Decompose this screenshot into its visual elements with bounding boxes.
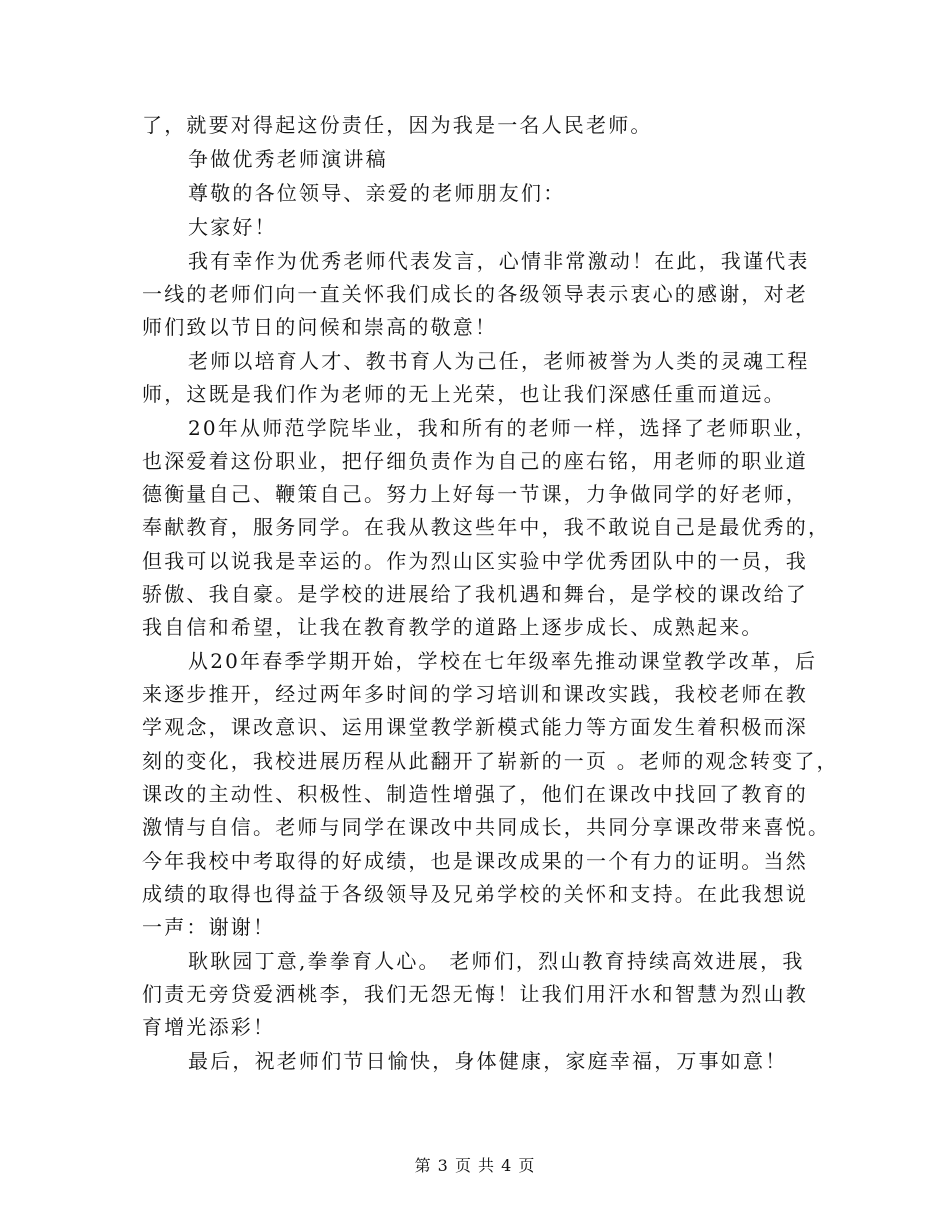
text-line: 但我可以说我是幸运的。作为烈山区实验中学优秀团队中的一员，我 <box>142 549 808 573</box>
text-line: 来逐步推开，经过两年多时间的学习培训和课改实践，我校老师在教 <box>142 682 808 706</box>
text-line: 课改的主动性、积极性、制造性增强了，他们在课改中找回了教育的 <box>142 782 808 806</box>
text-line: 老师以培育人才、教书育人为己任，老师被誉为人类的灵魂工程 <box>188 349 810 373</box>
greeting: 大家好！ <box>188 215 277 239</box>
text-line: 从20年春季学期开始，学校在七年级率先推动课堂教学改革，后 <box>188 649 818 673</box>
text-line: 育增光添彩！ <box>142 1015 276 1039</box>
text-line: 成绩的取得也得益于各级领导及兄弟学校的关怀和支持。在此我想说 <box>142 882 808 906</box>
text-line: 德衡量自己、鞭策自己。努力上好每一节课，力争做同学的好老师， <box>142 482 808 506</box>
salutation: 尊敬的各位领导、亲爱的老师朋友们： <box>188 181 566 205</box>
text-line: 奉献教育，服务同学。在我从教这些年中，我不敢说自己是最优秀的， <box>142 515 831 539</box>
page-number: 第 3 页 共 4 页 <box>414 1156 536 1175</box>
text-line: 也深爱着这份职业，把仔细负责作为自己的座右铭，用老师的职业道 <box>142 449 808 473</box>
text-line: 一线的老师们向一直关怀我们成长的各级领导表示衷心的感谢，对老 <box>142 282 808 306</box>
text-line: 学观念，课改意识、运用课堂教学新模式能力等方面发生着积极而深 <box>142 715 808 739</box>
text-line: 激情与自信。老师与同学在课改中共同成长，共同分享课改带来喜悦。 <box>142 815 831 839</box>
text-line: 今年我校中考取得的好成绩，也是课改成果的一个有力的证明。当然 <box>142 849 808 873</box>
text-line: 师，这既是我们作为老师的无上光荣，也让我们深感任重而道远。 <box>142 382 786 406</box>
text-line: 骄傲、我自豪。是学校的进展给了我机遇和舞台，是学校的课改给了 <box>142 582 808 606</box>
text-line: 们责无旁贷爱洒桃李，我们无怨无悔！让我们用汗水和智慧为烈山教 <box>142 982 808 1006</box>
closing-line: 最后，祝老师们节日愉快，身体健康，家庭幸福，万事如意！ <box>188 1049 788 1073</box>
text-line: 师们致以节日的问候和崇高的敬意！ <box>142 315 498 339</box>
text-line: 耿耿园丁意,拳拳育人心。 老师们，烈山教育持续高效进展，我 <box>188 949 805 973</box>
text-line: 刻的变化，我校进展历程从此翻开了崭新的一页 。老师的观念转变了， <box>142 749 839 773</box>
text-line: 了，就要对得起这份责任，因为我是一名人民老师。 <box>142 113 653 137</box>
text-line: 一声：谢谢！ <box>142 915 276 939</box>
speech-title: 争做优秀老师演讲稿 <box>188 147 388 171</box>
text-line: 我自信和希望，让我在教育教学的道路上逐步成长、成熟起来。 <box>142 615 764 639</box>
text-line: 20年从师范学院毕业，我和所有的老师一样，选择了老师职业， <box>188 416 818 440</box>
text-line: 我有幸作为优秀老师代表发言，心情非常激动！在此，我谨代表 <box>188 249 810 273</box>
